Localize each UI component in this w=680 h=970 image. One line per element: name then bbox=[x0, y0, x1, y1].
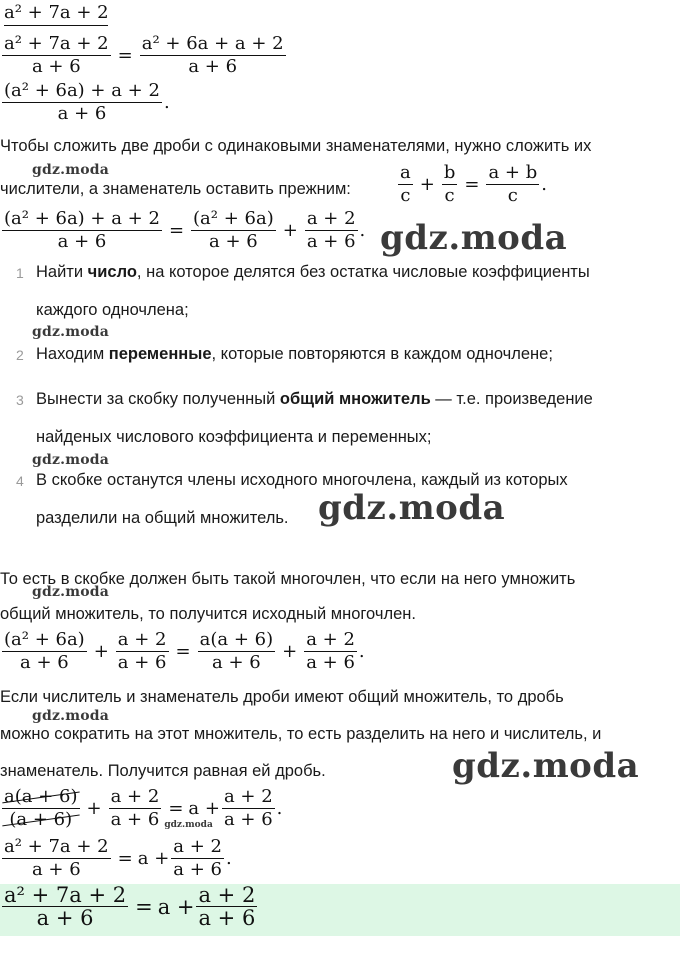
math-eq-6: $\frac{\text{a² + 7a + 2}}{a + 6}$ = a + $\frac{a + 2}{a + 6}$ . bbox=[4, 836, 232, 880]
step-text: В скобке останутся члены исходного многочлена, каждый из которых bbox=[36, 471, 568, 489]
answer: $\frac{\text{a² + 7a + 2}}{a + 6}$ = a + $\frac{a + 2}{a + 6}$ bbox=[4, 883, 256, 930]
step-text: каждого одночлена; bbox=[36, 301, 189, 319]
paragraph-text: Чтобы сложить две дроби с одинаковыми знаменателями, нужно сложить их bbox=[0, 137, 592, 155]
fraction: $\frac{\text{a² + 7a + 2}}{a + 6}$ bbox=[4, 836, 109, 880]
step-number: 3 bbox=[16, 392, 24, 408]
math-eq-5: $\frac{a(a + 6)}{(a + 6)}$ + $\frac{a + 2}{a + 6}$ = gdz.moda a + $\frac{a + 2}{a + 6}$ . bbox=[4, 786, 283, 830]
fraction: $\frac{a + 2}{a + 6}$ bbox=[110, 786, 160, 830]
watermark: gdz.moda bbox=[452, 746, 640, 786]
watermark: gdz.moda bbox=[164, 820, 213, 830]
fraction: $\frac{a(a + 6)}{a + 6}$ bbox=[199, 629, 274, 673]
math-line-0 bbox=[4, 2, 109, 26]
math-eq-2: $\frac{\text{(a² + 6a) + a + 2}}{a + 6}$ . bbox=[4, 80, 170, 124]
paragraph-text: То есть в скобке должен быть такой многочлен, что если на него умножить bbox=[0, 570, 576, 588]
step-text: Вынести за скобку полученный общий множитель — т.е. произведение bbox=[36, 390, 593, 408]
math-eq-1 bbox=[0, 33, 288, 78]
watermark: gdz.moda bbox=[32, 324, 110, 340]
fraction: $\frac{a + 2}{a + 6}$ bbox=[198, 883, 256, 930]
fraction: $\frac{a}{c}$ bbox=[400, 162, 411, 206]
step-text: разделили на общий множитель. bbox=[36, 509, 289, 527]
step-number: 1 bbox=[16, 265, 24, 281]
fraction: $\frac{\text{(a² + 6a) + a + 2}}{a + 6}$ bbox=[4, 80, 160, 124]
numerator: a² + 7a + 2 bbox=[4, 2, 109, 23]
fraction: $\frac{\text{a² + 7a + 2}}{a + 6}$ bbox=[4, 33, 109, 77]
paragraph-text: числители, а знаменатель оставить прежним: bbox=[0, 180, 351, 198]
fraction: $\frac{a + b}{c}$ bbox=[488, 162, 538, 206]
fraction: $\frac{a + 2}{a + 6}$ bbox=[173, 836, 222, 880]
fraction: $\frac{a + 2}{a + 6}$ bbox=[223, 786, 273, 830]
fraction: $\frac{\text{(a² + 6a)}}{a + 6}$ bbox=[4, 629, 85, 673]
fraction-cancelled: $\frac{a(a + 6)}{(a + 6)}$ bbox=[4, 786, 78, 830]
fraction: $\frac{\text{(a² + 6a)}}{a + 6}$ bbox=[193, 208, 274, 252]
fraction-bar bbox=[4, 25, 108, 26]
step-number: 4 bbox=[16, 473, 24, 489]
step-number: 2 bbox=[16, 347, 24, 363]
fraction: $\frac{a + 2}{a + 6}$ bbox=[306, 208, 356, 252]
fraction: $\frac{\text{(a² + 6a) + a + 2}}{a + 6}$ bbox=[4, 208, 160, 252]
fraction: $\frac{a + 2}{a + 6}$ bbox=[306, 629, 355, 673]
paragraph-text: можно сократить на этот множитель, то есть разделить на него и числитель, и bbox=[0, 725, 602, 743]
paragraph-text: общий множитель, то получится исходный многочлен. bbox=[0, 605, 416, 623]
math-eq-3: $\frac{\text{(a² + 6a) + a + 2}}{a + 6}$ = $\frac{\text{(a² + 6a)}}{a + 6}$ + $\frac{a + 2}{a + 6}$ . bbox=[4, 208, 366, 252]
paragraph-text: знаменатель. Получится равная ей дробь. bbox=[0, 762, 326, 780]
fraction: $\frac{\text{a² + 6a + a + 2}}{a + 6}$ bbox=[141, 33, 284, 77]
watermark: gdz.moda bbox=[32, 162, 110, 178]
watermark: gdz.moda bbox=[32, 584, 110, 600]
paragraph-text: Если числитель и знаменатель дроби имеют общий множитель, то дробь bbox=[0, 688, 564, 706]
watermark: gdz.moda bbox=[318, 488, 506, 528]
watermark: gdz.moda bbox=[380, 218, 568, 258]
math-eq-4: $\frac{\text{(a² + 6a)}}{a + 6}$ + $\frac{a + 2}{a + 6}$ = $\frac{a(a + 6)}{a + 6}$ + $\frac{a + 2}{a + 6}$ . bbox=[4, 629, 365, 673]
fraction: $\frac{\text{a² + 7a + 2}}{a + 6}$ bbox=[4, 883, 127, 930]
equals-sign: = bbox=[117, 45, 133, 66]
step-text: найденых числового коэффициента и переменных; bbox=[36, 428, 432, 446]
watermark: gdz.moda bbox=[32, 452, 110, 468]
step-text: Найти число, на которое делятся без остатка числовые коэффициенты bbox=[36, 263, 590, 281]
step-text: Находим переменные, которые повторяются в каждом одночлене; bbox=[36, 345, 553, 363]
fraction: $\frac{b}{c}$ bbox=[443, 162, 456, 206]
math-rule: $\frac{a}{c}$ + $\frac{b}{c}$ = $\frac{a + b}{c}$ . bbox=[400, 162, 547, 206]
fraction: $\frac{a + 2}{a + 6}$ bbox=[117, 629, 167, 673]
watermark: gdz.moda bbox=[32, 708, 110, 724]
